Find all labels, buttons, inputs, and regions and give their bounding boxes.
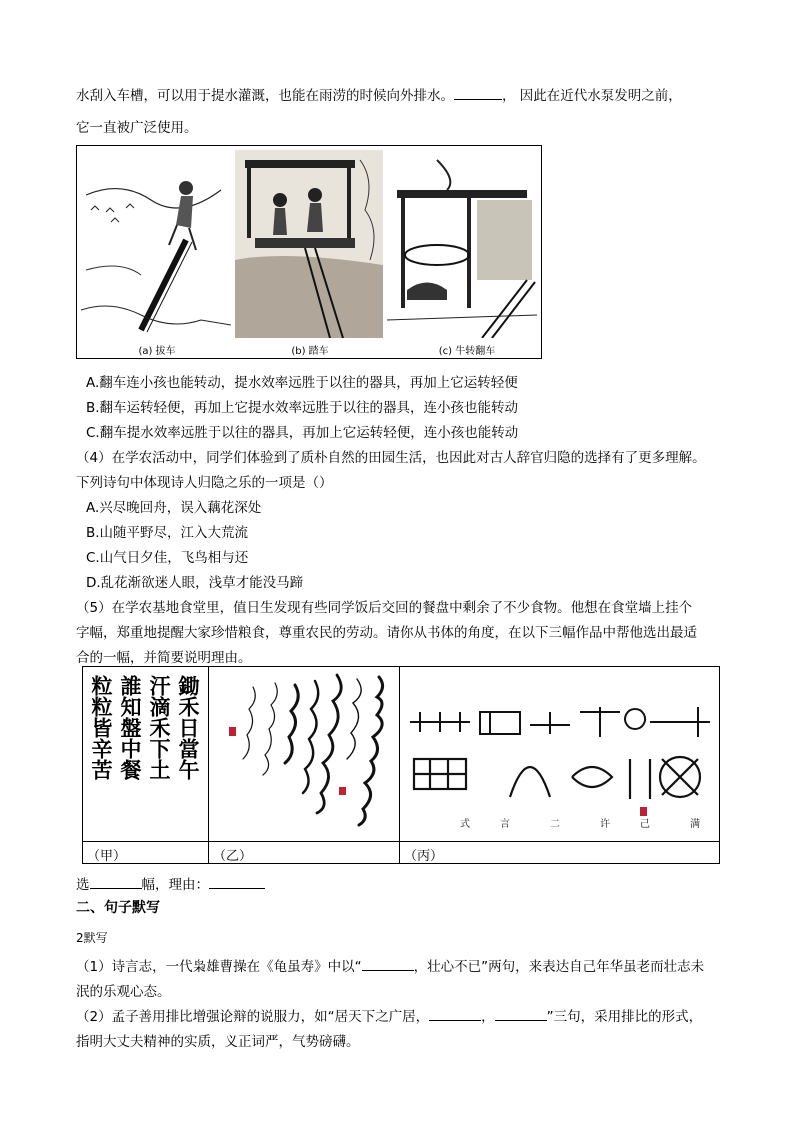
calligraphy-bing bbox=[400, 667, 720, 841]
item2-blank-1[interactable] bbox=[429, 1006, 481, 1021]
q3-option-b: B.翻车运转轻便，再加上它提水效率远胜于以往的器具，连小孩也能转动 bbox=[86, 400, 519, 416]
q2-item2-line2: 指明大丈夫精神的实质，义正词严，气势磅礴。 bbox=[76, 1034, 360, 1050]
caption-c: (c) 牛转翻车 bbox=[438, 346, 496, 357]
q5-stem-1: （5）在学农基地食堂里，值日生发现有些同学饭后交回的餐盘中剩余了不少食物。他想在食堂墙上挂个 bbox=[76, 600, 693, 616]
q5-stem-2: 字幅，郑重地提醒大家珍惜粮食，尊重农民的劳动。请你从书体的角度，在以下三幅作品中帮他选出最适 bbox=[76, 625, 697, 641]
q3-option-a: A.翻车连小孩也能转动，提水效率远胜于以往的器具，再加上它运转轻便 bbox=[86, 375, 518, 391]
item2-text-a: （2）孟子善用排比增强论辩的说服力，如“居天下之广居， bbox=[76, 1009, 430, 1025]
bing-seal-image bbox=[400, 667, 718, 841]
caption-a: (a) 拔车 bbox=[138, 346, 176, 357]
jia-column-2: 汗滴禾下土 bbox=[147, 675, 172, 780]
calligraphy-labels bbox=[83, 841, 719, 864]
calligraphy-jia bbox=[83, 667, 209, 841]
label-yi: （乙） bbox=[213, 849, 253, 864]
svg-text:二: 二 bbox=[550, 819, 560, 830]
jia-column-3: 誰知盤中餐 bbox=[118, 675, 143, 780]
intro-line-1 bbox=[76, 84, 682, 104]
q4-stem-2: 下列诗句中体现诗人归隐之乐的一项是（） bbox=[76, 475, 333, 491]
caption-b: (b) 踏车 bbox=[291, 346, 329, 357]
item2-text-c: ”三句，采用排比的形式， bbox=[546, 1009, 703, 1025]
answer-select-label: 选 bbox=[76, 877, 90, 893]
q2-item1-line1 bbox=[76, 955, 704, 975]
svg-text:己: 己 bbox=[640, 819, 650, 830]
calligraphy-yi bbox=[209, 667, 400, 841]
q2-item1-line2: 泯的乐观心态。 bbox=[76, 984, 171, 1000]
svg-text:许: 许 bbox=[600, 819, 610, 830]
answer-blank[interactable] bbox=[454, 85, 502, 100]
pull-waterwheel-image bbox=[81, 150, 231, 338]
jia-column-1: 鋤禾日當午 bbox=[176, 675, 201, 780]
ox-waterwheel-image bbox=[387, 150, 537, 338]
intro-line-2: 它一直被广泛使用。 bbox=[76, 120, 198, 136]
answer-reason-label: 幅，理由： bbox=[141, 877, 209, 893]
item2-blank-2[interactable] bbox=[495, 1006, 547, 1021]
svg-text:式: 式 bbox=[460, 819, 470, 830]
section-title: 二、句子默写 bbox=[76, 900, 160, 916]
calligraphy-table bbox=[82, 666, 720, 864]
intro-text-b: ， 因此在近代水泵发明之前， bbox=[502, 88, 682, 104]
label-bing: （丙） bbox=[404, 849, 444, 864]
answer-choice-blank[interactable] bbox=[90, 874, 142, 889]
q5-stem-3: 合的一幅，并简要说明理由。 bbox=[76, 650, 252, 666]
intro-text-a: 水刮入车槽，可以用于提水灌溉，也能在雨涝的时候向外排水。 bbox=[76, 88, 454, 104]
q4-option-c: C.山气日夕佳，飞鸟相与还 bbox=[86, 550, 249, 566]
q3-option-c: C.翻车提水效率远胜于以往的器具，再加上它运转轻便，连小孩也能转动 bbox=[86, 425, 519, 441]
item1-blank[interactable] bbox=[362, 956, 414, 971]
q2-item2-line1 bbox=[76, 1005, 702, 1025]
treadle-waterwheel-image bbox=[235, 150, 383, 338]
q4-option-d: D.乱花渐欲迷人眼，浅草才能没马蹄 bbox=[86, 575, 304, 591]
label-jia: （甲） bbox=[87, 849, 127, 864]
svg-text:言: 言 bbox=[500, 819, 510, 830]
answer-reason-blank[interactable] bbox=[209, 874, 265, 889]
item1-text-a: （1）诗言志，一代枭雄曹操在《龟虽寿》中以“ bbox=[76, 959, 362, 975]
item1-text-b: ，壮心不已”两句，来表达自己年华虽老而壮志未 bbox=[413, 959, 705, 975]
q4-option-b: B.山随平野尽，江入大荒流 bbox=[86, 525, 249, 541]
waterwheel-illustration bbox=[76, 145, 542, 359]
label-divider-1 bbox=[208, 842, 209, 864]
q4-option-a: A.兴尽晚回舟，误入藕花深处 bbox=[86, 500, 262, 516]
q5-answer-line bbox=[76, 873, 265, 893]
q2-label: 2默写 bbox=[76, 931, 108, 945]
svg-text:满: 满 bbox=[690, 819, 700, 830]
label-divider-2 bbox=[399, 842, 400, 864]
jia-text bbox=[91, 675, 203, 835]
jia-column-4: 粒粒皆辛苦 bbox=[89, 675, 114, 780]
item2-comma: ， bbox=[481, 1009, 495, 1025]
q4-stem-1: （4）在学农活动中，同学们体验到了质朴自然的田园生活，也因此对古人辞官归隐的选择有了更多理解。 bbox=[76, 450, 706, 466]
yi-cursive-image bbox=[209, 667, 399, 841]
